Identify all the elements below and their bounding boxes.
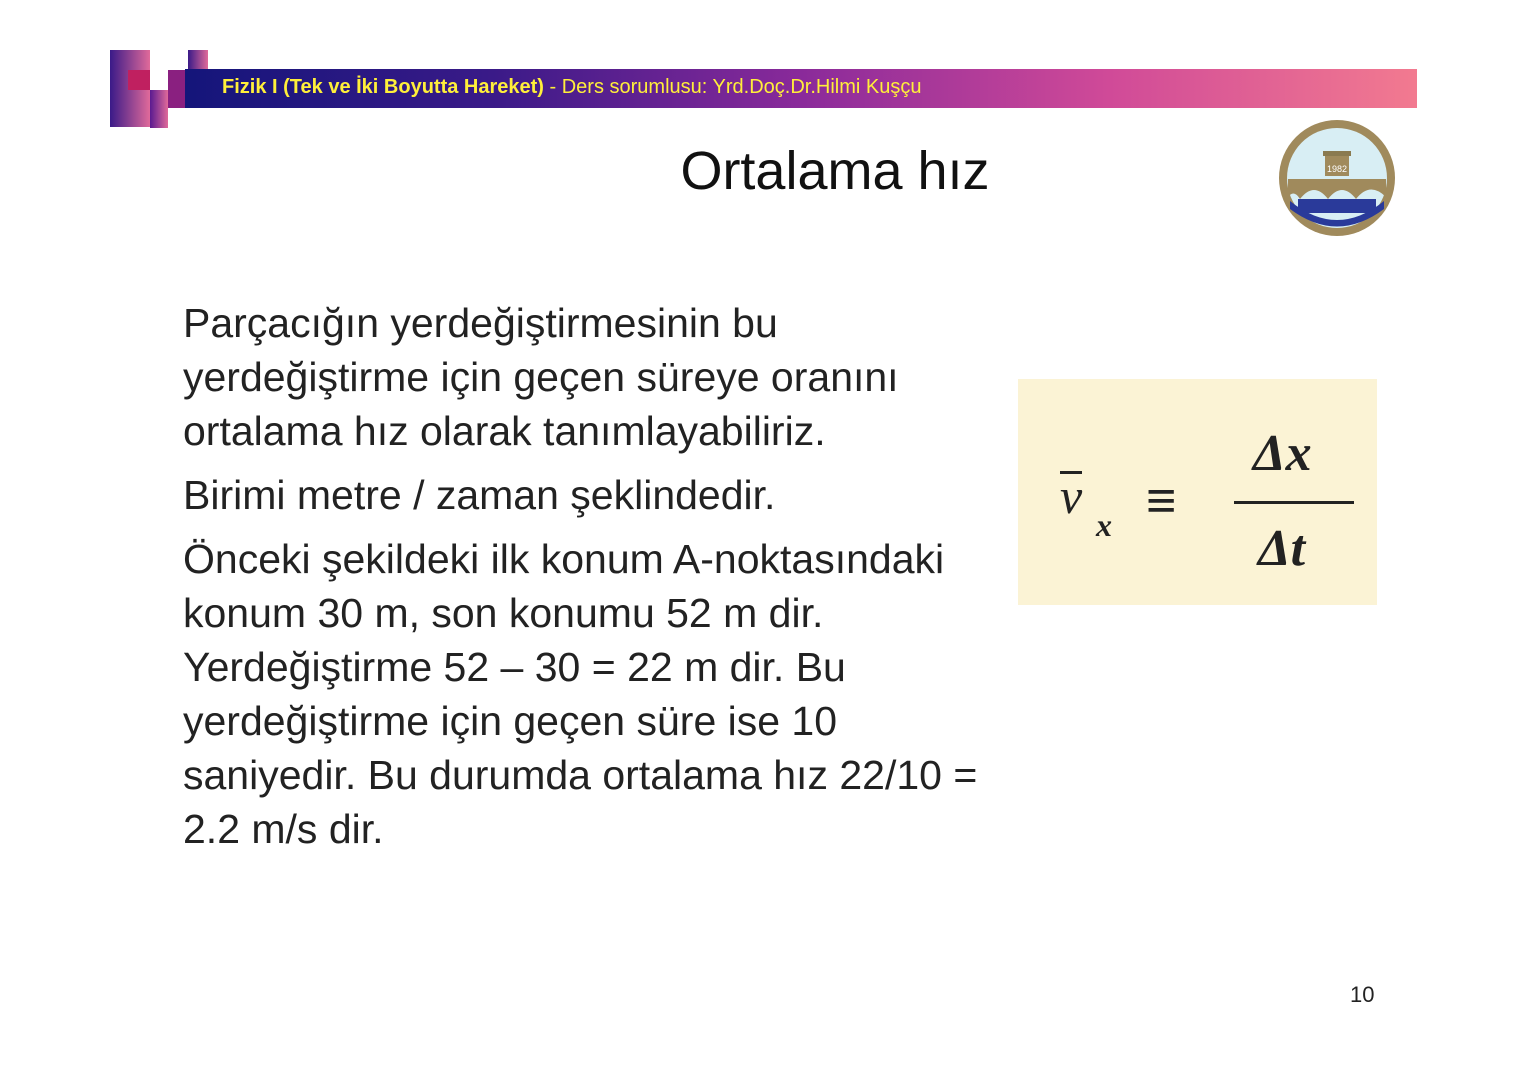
header-text	[222, 76, 921, 99]
paragraph: Önceki şekildeki ilk konum A-noktasındaki konum 30 m, son konumu 52 m dir. Yerdeğiştirme 52 – 30 = 22 m dir. Bu yerdeğiştirme için geçen süre ise 10 saniyedir. Bu durumda ortalama hız 22/10 = 2.2 m/s dir.	[183, 536, 978, 852]
formula-denominator: Δt	[1258, 520, 1306, 577]
decor-square	[128, 70, 150, 90]
slide-title: Ortalama hız	[680, 141, 990, 201]
instructor: - Ders sorumlusu: Yrd.Doç.Dr.Hilmi Kuşçu	[543, 76, 922, 98]
decor-square	[150, 90, 168, 128]
paragraph: Birimi metre / zaman şeklindedir.	[183, 472, 776, 518]
average-velocity-formula	[1018, 379, 1377, 605]
slide-body	[183, 296, 983, 866]
fraction-line	[1234, 501, 1354, 504]
formula-lhs: v	[1060, 468, 1083, 524]
page-number: 10	[1350, 982, 1375, 1007]
svg-text:1982: 1982	[1326, 164, 1348, 174]
paragraph: Parçacığın yerdeğiştirmesinin bu yerdeğiştirme için geçen süreye oranını ortalama hız olarak tanımlayabiliriz.	[183, 300, 899, 454]
university-logo	[1278, 119, 1396, 237]
formula-equiv: ≡	[1146, 472, 1177, 530]
formula-subscript: x	[1096, 507, 1112, 543]
course-title: Fizik I (Tek ve İki Boyutta Hareket)	[222, 76, 544, 98]
formula-numerator: Δx	[1253, 425, 1312, 482]
